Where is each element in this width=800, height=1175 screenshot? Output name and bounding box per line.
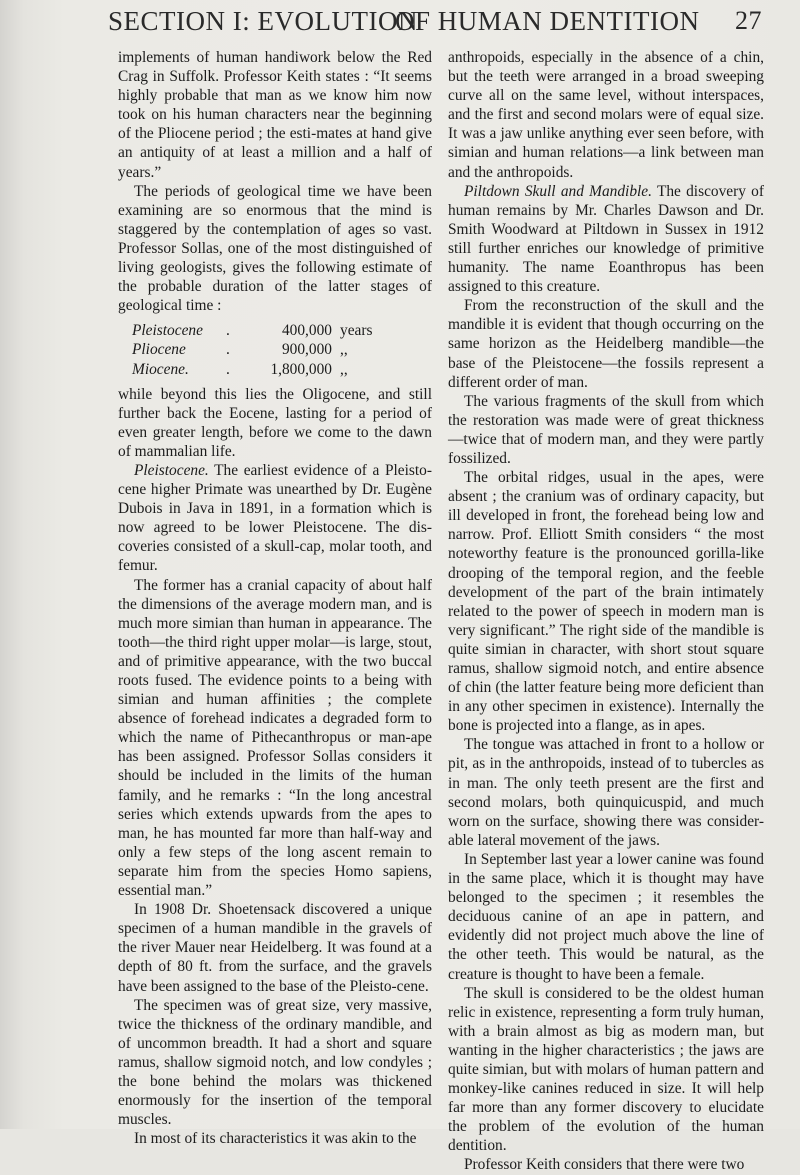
- paragraph-lead: Piltdown Skull and Mandible.: [464, 182, 652, 200]
- header-section-title: SECTION I: EVOLUTION: [108, 6, 418, 36]
- paragraph: The skull is considered to be the oldest human relic in existence, representing a form truly human, with a brain almost as big as modern man, but wanting in the higher characteristics ; the jaws are quite simian, but with molars of human pattern and monkey-like canines reduced in size. It will help far more than any former discovery to elucidate the problem of the evolution of the human dentition.: [448, 984, 764, 1155]
- paragraph: The tongue was attached in front to a hollow or pit, as in the anthropoids, instead of to tubercles as in man. The only teeth present are the first and second molars, both quinquicuspid, and much worn on the surface, showing there was consider-able lateral movement of the jaws.: [448, 736, 764, 849]
- paragraph: The specimen was of great size, very massive, twice the thickness of the ordinary mandible, and of uncommon breadth. It had a short and square ramus, shallow sigmoid notch, and low condyles ; the bone behind the molars was thickened enormously for the insertion of the temporal muscles.: [118, 996, 432, 1129]
- epoch-unit: ,,: [340, 341, 348, 359]
- epoch-unit: ,,: [340, 360, 348, 378]
- table-row: [132, 340, 372, 359]
- leader-dot: .: [226, 341, 230, 359]
- paragraph: The various fragments of the skull from which the restoration was made were of great thickness —twice that of modern man, and they were partly fossilized.: [448, 392, 764, 467]
- paragraph: The former has a cranial capacity of about half the dimensions of the average modern man, and is much more simian than human in appearance. The tooth—the third right upper molar—is large, stout, and of primitive appearance, with the two buccal roots fused. The evidence points to a being with simian and human affinities ; the complete absence of forehead indicates a degraded form to which the name of Pithecanthropus or man-ape has been assigned. Professor Sollas considers it should be included in the limits of the human family, and he remarks : “In the long ancestral series which extends upwards from the apes to man, he has mounted far more than half-way and only a few steps of the long ascent remain to separate him from the species Homo sapiens, essential man.”: [118, 576, 432, 900]
- paragraph: while beyond this lies the Oligocene, and still further back the Eocene, lasting for a period of even greater length, before we come to the dawn of mammalian life.: [118, 385, 432, 460]
- paragraph: In most of its characteristics it was akin to the: [134, 1130, 417, 1148]
- paragraph: In 1908 Dr. Shoetensack discovered a unique specimen of a human mandible in the gravels of the river Mauer near Heidelberg. It was found at a depth of 80 ft. from the surface, and the gravels have been assigned to the base of the Pleisto-cene.: [118, 901, 432, 995]
- paragraph-body: The discovery of human remains by Mr. Charles Dawson and Dr. Smith Woodward at Piltdown in Sussex in 1912 still further enriches our knowledge of primitive humanity. The name Eoanthropus has been assigned to this creature.: [448, 182, 765, 296]
- time-estimates-table: [132, 321, 372, 378]
- paragraph: anthropoids, especially in the absence of a chin, but the teeth were arranged in a broad sweeping curve all on the same level, without interspaces, and the first and second molars were of equal size. It was a jaw unlike anything ever seen before, with simian and human relations—a link between man and the anthropoids.: [448, 49, 764, 181]
- epoch-unit: years: [340, 322, 373, 340]
- paragraph: The orbital ridges, usual in the apes, were absent ; the cranium was of ordinary capacity, but ill developed in front, the forehead being low and narrow. Prof. Elliott Smith considers “ the most noteworthy feature is the pronounced gorilla-like drooping of the temporal region, and the feeble development of the part of the brain intimately related to the power of speech in modern man is very significant.” The right side of the mandible is quite simian in character, with short stout square ramus, shallow sigmoid notch, and entire absence of chin (the latter feature being more deficient than in any other specimen in existence). Internally the bone is projected into a flange, as in apes.: [448, 469, 764, 735]
- paragraph: [448, 182, 764, 297]
- table-row: [132, 360, 372, 379]
- epoch-years: 900,000: [281, 341, 332, 359]
- paragraph: Professor Keith considers that there were two: [464, 1156, 745, 1174]
- right-column: [448, 48, 764, 1175]
- epoch-name: Miocene.: [132, 360, 189, 378]
- epoch-name: Pliocene: [132, 341, 186, 359]
- header-chapter-title: OF HUMAN DENTITION: [395, 6, 700, 36]
- epoch-name: Pleistocene: [132, 322, 203, 340]
- leader-dot: .: [226, 322, 230, 340]
- paragraph: implements of human handiwork below the Red Crag in Suffolk. Professor Keith states : “It seems highly probable that man as we know him now took on his human characters near the beginning of the Pliocene period ; the esti-mates at hand give an antiquity of at least a million and a half of years.”: [118, 49, 432, 181]
- paragraph: The periods of geological time we have been examining are so enormous that the mind is staggered by the contemplation of ages so vast. Professor Sollas, one of the most distinguished of living geologists, gives the following estimate of the probable duration of the latter stages of geological time :: [118, 182, 432, 315]
- paragraph: From the reconstruction of the skull and the mandible it is evident that though occurring on the same horizon as the Heidelberg mandible—the base of the Pleistocene—the fossils represent a different order of man.: [448, 297, 764, 391]
- epoch-years: 1,800,000: [270, 360, 332, 378]
- paragraph-lead: Pleistocene.: [134, 461, 209, 479]
- table-row: [132, 321, 372, 340]
- epoch-years: 400,000: [281, 322, 332, 340]
- leader-dot: .: [226, 360, 230, 378]
- paragraph-body: The earliest evidence of a Pleisto-cene higher Primate was unearthed by Dr. Eugène Dubois in Java in 1891, in a formation which is now agreed to be lower Pleistocene. The dis-coveries consisted of a skull-cap, molar tooth, and femur.: [118, 461, 433, 575]
- page-number: 27: [735, 6, 762, 35]
- paragraph: In September last year a lower canine was found in the same place, which it is thought may have belonged to the specimen ; it resembles the deciduous canine of an ape in pattern, and evidently did not project much above the line of the other teeth. This would be natural, as the creature is thought to have been a female.: [448, 850, 764, 983]
- left-column: [118, 48, 432, 1148]
- paragraph: [118, 461, 432, 576]
